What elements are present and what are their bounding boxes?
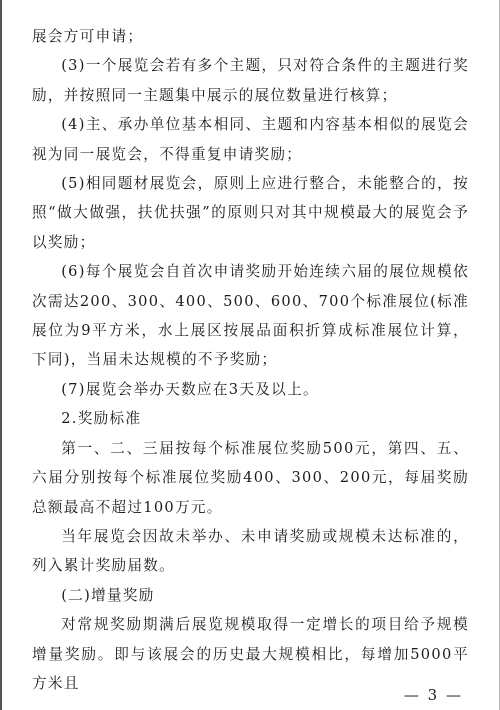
page-number: — 3 —: [403, 686, 463, 704]
paragraph-item-5: (5)相同题材展览会，原则上应进行整合，未能整合的，按照“做大做强，扶优扶强”的原则只对其中规模最大的展览会予以奖励；: [32, 175, 469, 251]
section-heading-reward-standard: 2.奖励标准: [61, 410, 142, 428]
paragraph-cumulative-count: 当年展览会因故未举办、未申请奖励或规模未达标准的，列入累计奖励届数。: [32, 527, 469, 575]
section-heading-incremental-reward: (二)增量奖励: [61, 586, 155, 604]
paragraph-incremental-reward: 对常规奖励期满后展览规模取得一定增长的项目给予规模增量奖励。即与该展会的历史最大规模相比，每增加5000平方米且: [32, 616, 469, 692]
paragraph-continuation: 展会方可申请；: [32, 28, 144, 45]
paragraph-item-4: (4)主、承办单位基本相同、主题和内容基本相似的展览会视为同一展览会，不得重复申请奖励；: [32, 116, 469, 163]
paragraph-reward-standard: 第一、二、三届按每个标准展位奖励500元，第四、五、六届分别按每个标准展位奖励400、300、200元，每届奖励总额最高不超过100万元。: [32, 439, 469, 516]
paragraph-item-3: (3)一个展览会若有多个主题，只对符合条件的主题进行奖励，并按照同一主题集中展示的展位数量进行核算；: [32, 57, 469, 104]
document-body: [32, 22, 469, 698]
paragraph-item-6: (6)每个展览会自首次申请奖励开始连续六届的展位规模依次需达200、300、400、500、600、700个标准展位(标准展位为9平方米，水上展区按展品面积折算成标准展位计算，下同)，当届未达规模的不予奖励；: [32, 263, 469, 369]
paragraph-item-7: (7)展览会举办天数应在3天及以上。: [61, 380, 319, 398]
